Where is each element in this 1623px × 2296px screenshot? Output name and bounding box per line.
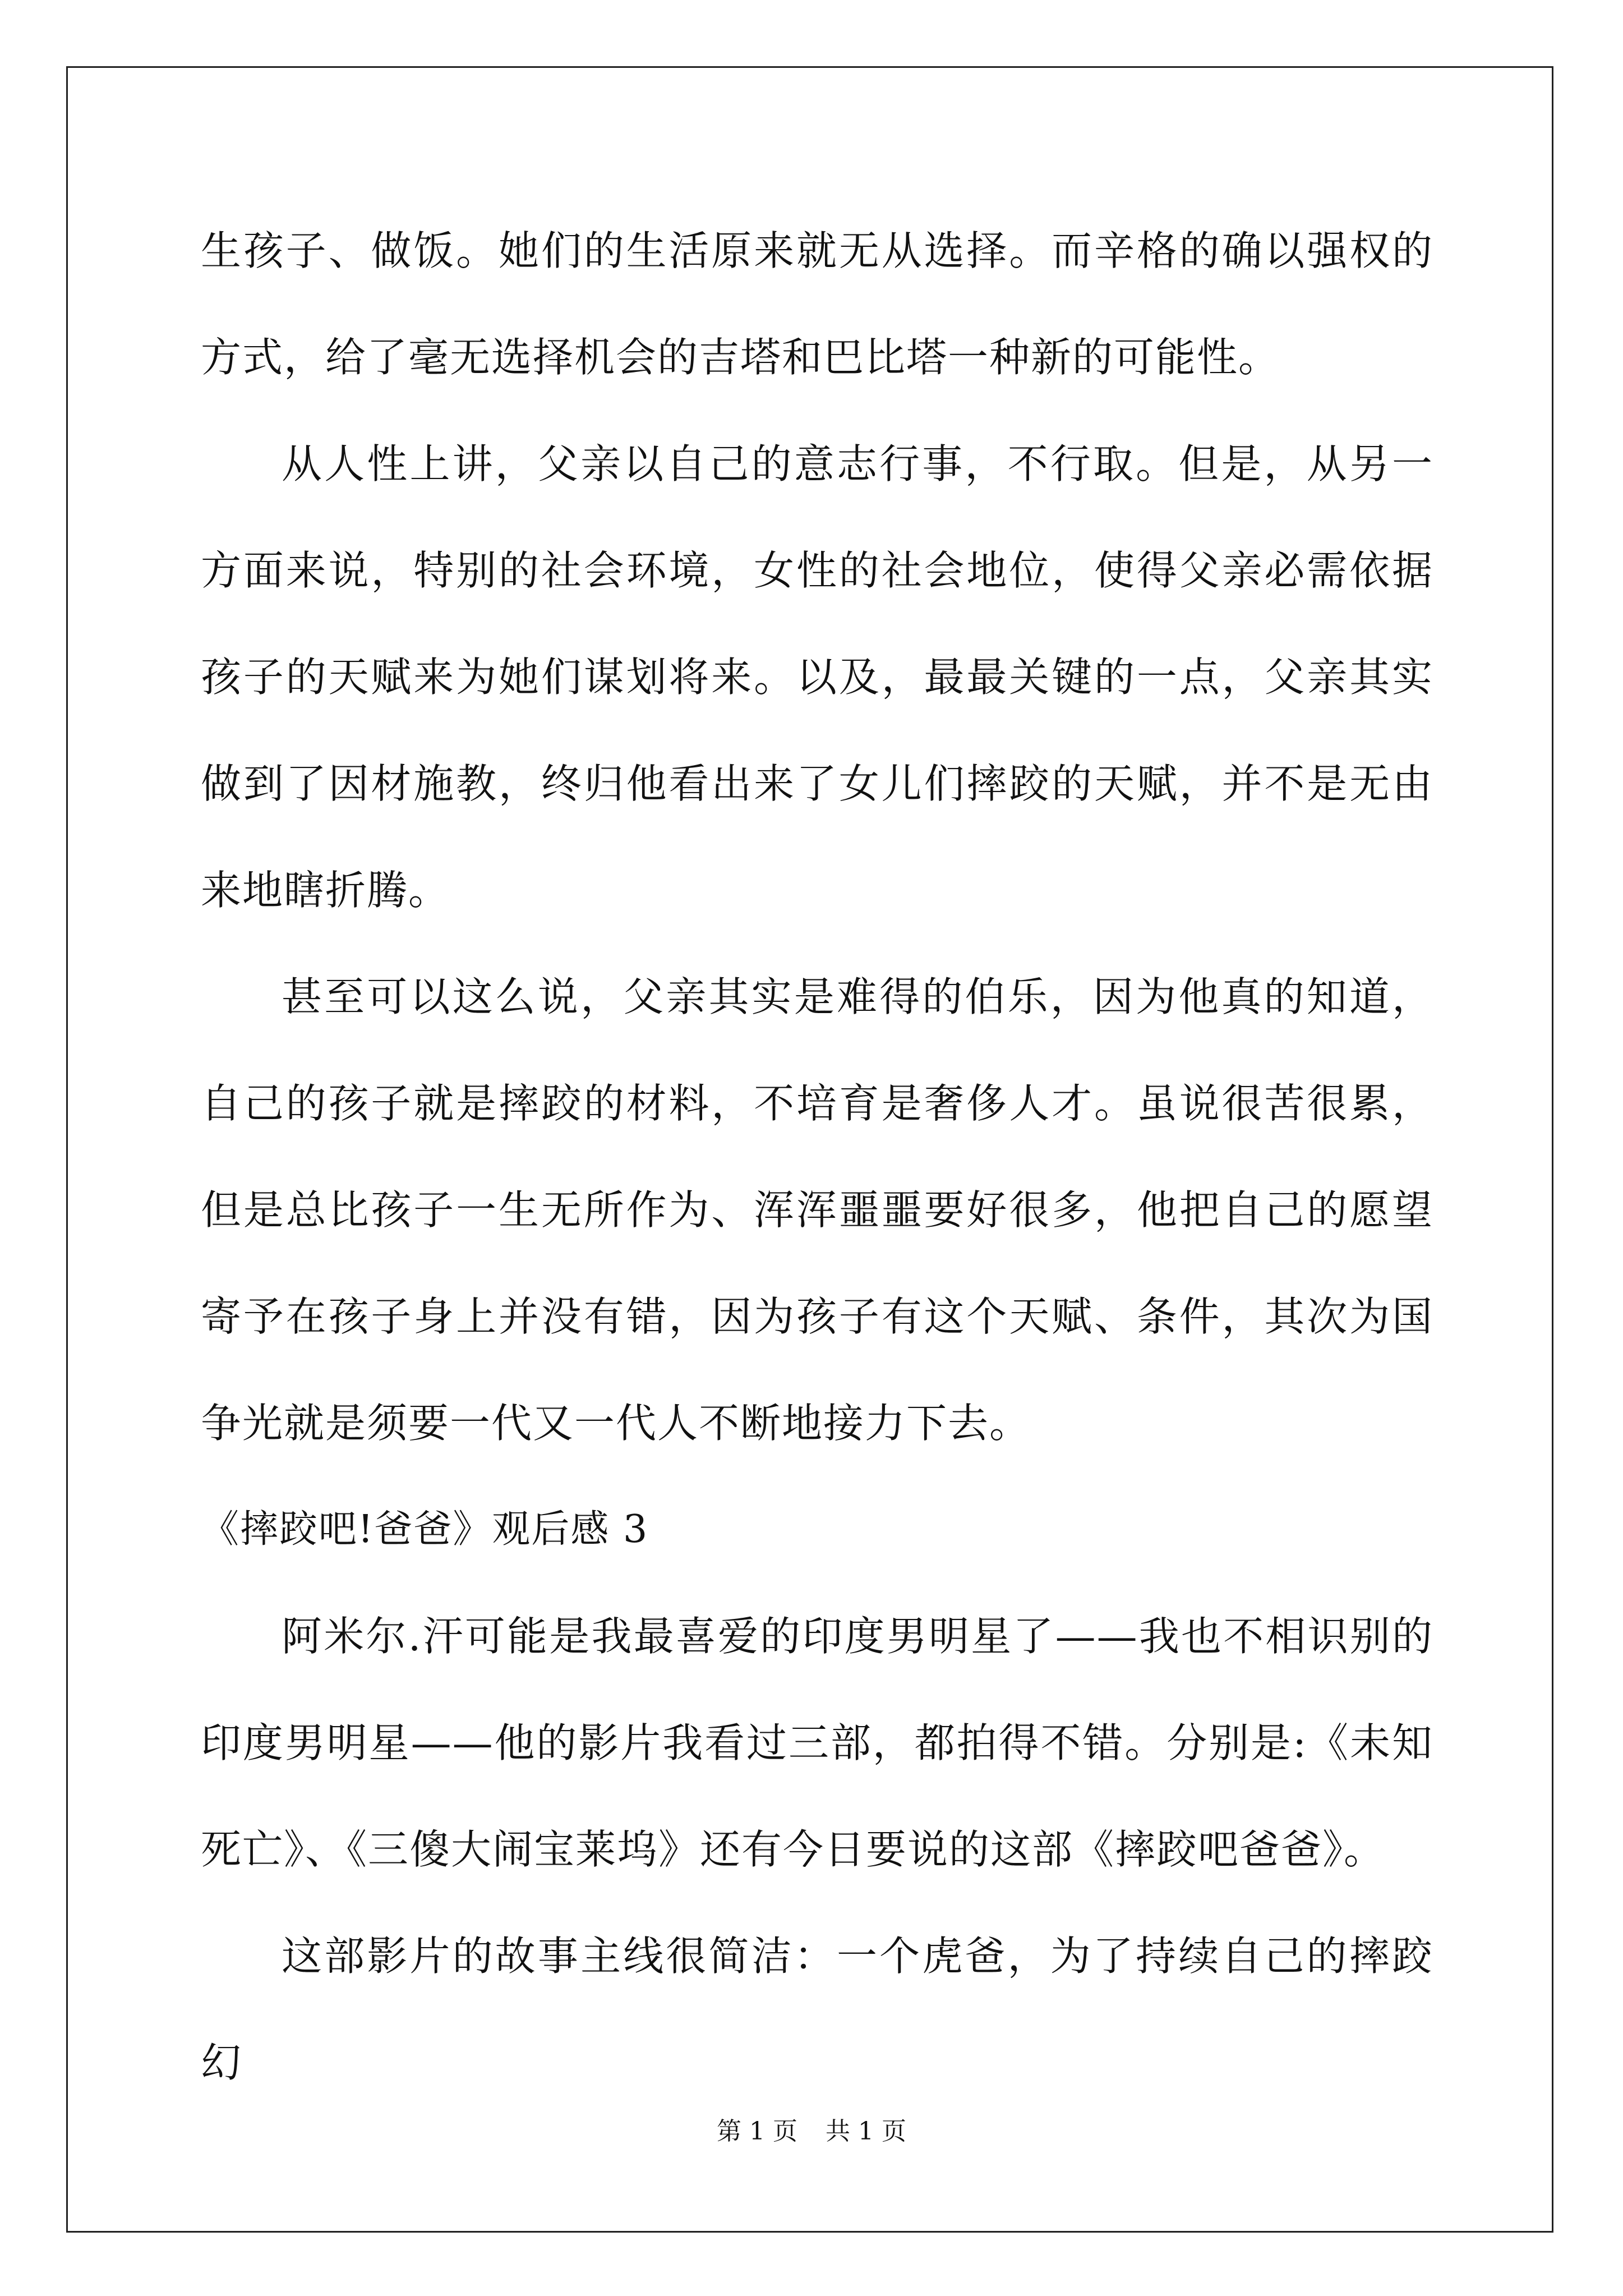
section-heading: 《摔跤吧!爸爸》观后感 3 — [201, 1507, 649, 1552]
section-paragraph-2: 这部影片的故事主线很简洁：一个虎爸，为了持续自己的摔跤幻 — [201, 1932, 1433, 2086]
document-body — [201, 197, 1433, 2116]
section-paragraph-1: 阿米尔.汗可能是我最喜爱的印度男明星了——我也不相识别的印度男明星——他的影片我看过三部，都拍得不错。分别是:《未知死亡》、《三傻大闹宝莱坞》还有今日要说的这部《摔跤吧爸爸》。 — [201, 1613, 1433, 1873]
paragraph-3: 甚至可以这么说，父亲其实是难得的伯乐，因为他真的知道，自己的孩子就是摔跤的材料，不培育是奢侈人才。虽说很苦很累，但是总比孩子一生无所作为、浑浑噩噩要好很多，他把自己的愿望寄予在孩子身上并没有错，因为孩子有这个天赋、条件，其次为国争光就是须要一代又一代人不断地接力下去。 — [201, 973, 1433, 1447]
page-number: 第 1 页 — [717, 2117, 797, 2146]
paragraph-1: 生孩子、做饭。她们的生活原来就无从选择。而辛格的确以强权的方式，给了毫无选择机会的吉塔和巴比塔一种新的可能性。 — [201, 227, 1433, 381]
page-footer — [0, 2115, 1623, 2148]
page-total: 共 1 页 — [826, 2117, 906, 2146]
paragraph-2: 从人性上讲，父亲以自己的意志行事，不行取。但是，从另一方面来说，特别的社会环境，女性的社会地位，使得父亲必需依据孩子的天赋来为她们谋划将来。以及，最最关键的一点，父亲其实做到了因材施教，终归他看出来了女儿们摔跤的天赋，并不是无由来地瞎折腾。 — [201, 440, 1433, 914]
